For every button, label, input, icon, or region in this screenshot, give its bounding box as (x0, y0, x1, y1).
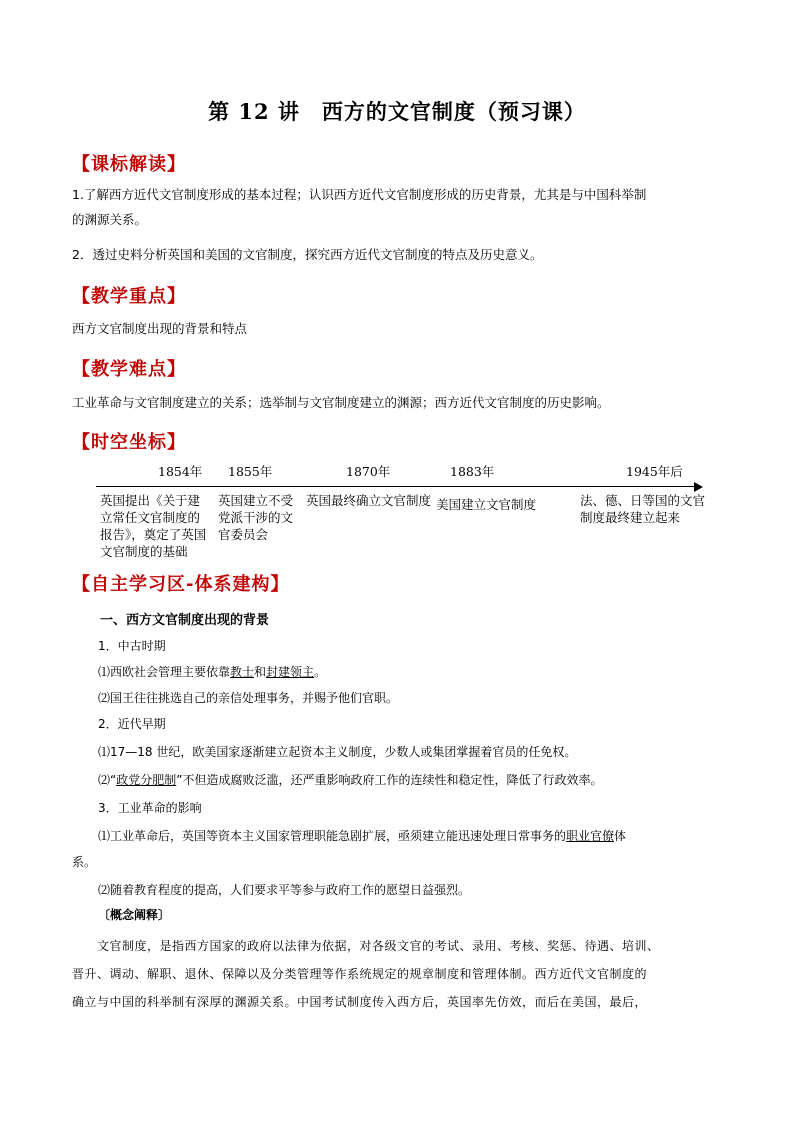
timeline-event-line: 英国提出《关于建 (100, 493, 201, 508)
text-run: ⑴工业革命后，英国等资本主义国家管理职能急剧扩展，亟须建立能迅速处理日常事务的 (98, 829, 567, 843)
section-heading-self-study: 【自主学习区-体系建构】 (72, 574, 290, 595)
industrial-revolution-point-1 (98, 824, 722, 848)
page-title: 第 12 讲 西方的文官制度（预习课） (208, 99, 586, 124)
timeline-event-line: 立常任文官制度的 (100, 510, 201, 525)
middle-ages-title: 1．中古时期 (98, 639, 166, 653)
timeline-event-line: 官委员会 (218, 527, 269, 542)
timeline-event-line: 制度最终建立起来 (580, 510, 681, 525)
section-heading-timeline: 【时空坐标】 (72, 432, 186, 453)
key-points-text: 西方文官制度出现的背景和特点 (72, 321, 248, 336)
early-modern-point-2 (98, 768, 722, 792)
text-run: 和 (254, 665, 267, 679)
timeline-event-line: 英国建立不受 (218, 493, 294, 508)
timeline-event-line: 英国最终确立文官制度 (306, 493, 432, 508)
timeline (96, 460, 706, 560)
middle-ages-point-1 (98, 660, 722, 684)
text-run: 体 (614, 829, 627, 843)
timeline-year-1854: 1854年 (158, 464, 203, 479)
answer-clergy: 教士 (230, 665, 255, 679)
timeline-event-line: 法、德、日等国的文官 (580, 493, 706, 508)
timeline-year-1883: 1883年 (450, 464, 495, 479)
early-modern-point-1: ⑴17—18 世纪，欧美国家逐渐建立起资本主义制度，少数人或集团掌握着官员的任免权。 (98, 745, 577, 759)
timeline-event-line: 文官制度的基础 (100, 544, 188, 559)
timeline-event-line: 党派干涉的文 (218, 510, 294, 525)
timeline-arrow-icon (694, 482, 703, 492)
concept-label: 〔概念阐释〕 (98, 908, 171, 922)
self-study-subheading: 一、西方文官制度出现的背景 (100, 613, 270, 628)
section-heading-curriculum: 【课标解读】 (72, 154, 186, 175)
timeline-event-1870 (306, 492, 431, 509)
concept-line-1: 文官制度，是指西方国家的政府以法律为依据，对各级文官的考试、录用、考核、奖惩、待遇、培训、 (72, 939, 660, 953)
curriculum-item-1-line-2: 的渊源关系。 (72, 212, 148, 227)
timeline-event-1854 (100, 492, 206, 560)
text-run: ”不但造成腐败泛滥，还严重影响政府工作的连续性和稳定性，降低了行政效率。 (176, 773, 603, 787)
answer-professional-bureaucracy: 职业官僚 (566, 829, 615, 843)
industrial-revolution-point-2: ⑵随着教育程度的提高，人们要求平等参与政府工作的愿望日益强烈。 (98, 883, 471, 897)
timeline-year-1855: 1855年 (228, 464, 273, 479)
difficulties-text: 工业革命与文官制度建立的关系；选举制与文官制度建立的渊源；西方近代文官制度的历史影响。 (72, 395, 610, 410)
middle-ages-point-2: ⑵国王往往挑选自己的亲信处理事务，并赐予他们官职。 (98, 691, 399, 705)
timeline-event-1945 (580, 492, 705, 526)
curriculum-item-2: 2．透过史料分析英国和美国的文官制度，探究西方近代文官制度的特点及历史意义。 (72, 247, 543, 262)
concept-line-2: 晋升、调动、解职、退休、保障以及分类管理等作系统规定的规章制度和管理体制。西方近代文官制度的 (72, 967, 648, 981)
curriculum-item-1-line-1: 1.了解西方近代文官制度形成的基本过程；认识西方近代文官制度形成的历史背景，尤其是与中国科举制 (72, 187, 647, 202)
industrial-revolution-point-1-line-2: 系。 (72, 855, 97, 869)
answer-feudal-lords: 封建领主 (266, 665, 315, 679)
timeline-event-line: 报告》，奠定了英国 (100, 527, 207, 542)
timeline-event-line: 美国建立文官制度 (436, 497, 537, 512)
text-run: 。 (314, 665, 327, 679)
early-modern-title: 2．近代早期 (98, 717, 166, 731)
section-heading-key-points: 【教学重点】 (72, 286, 186, 307)
section-heading-difficulties: 【教学难点】 (72, 359, 186, 380)
text-run: ⑵“ (98, 773, 117, 787)
timeline-axis (96, 486, 696, 487)
industrial-revolution-title: 3．工业革命的影响 (98, 801, 202, 815)
answer-spoils-system: 政党分肥制 (116, 773, 177, 787)
timeline-year-1945: 1945年后 (626, 464, 683, 479)
timeline-year-1870: 1870年 (346, 464, 391, 479)
timeline-event-1855 (218, 492, 293, 543)
timeline-event-1883 (436, 496, 536, 513)
concept-line-3: 确立与中国的科举制有深厚的渊源关系。中国考试制度传入西方后，英国率先仿效，而后在美国，最后， (72, 995, 648, 1009)
text-run: ⑴西欧社会管理主要依靠 (98, 665, 231, 679)
